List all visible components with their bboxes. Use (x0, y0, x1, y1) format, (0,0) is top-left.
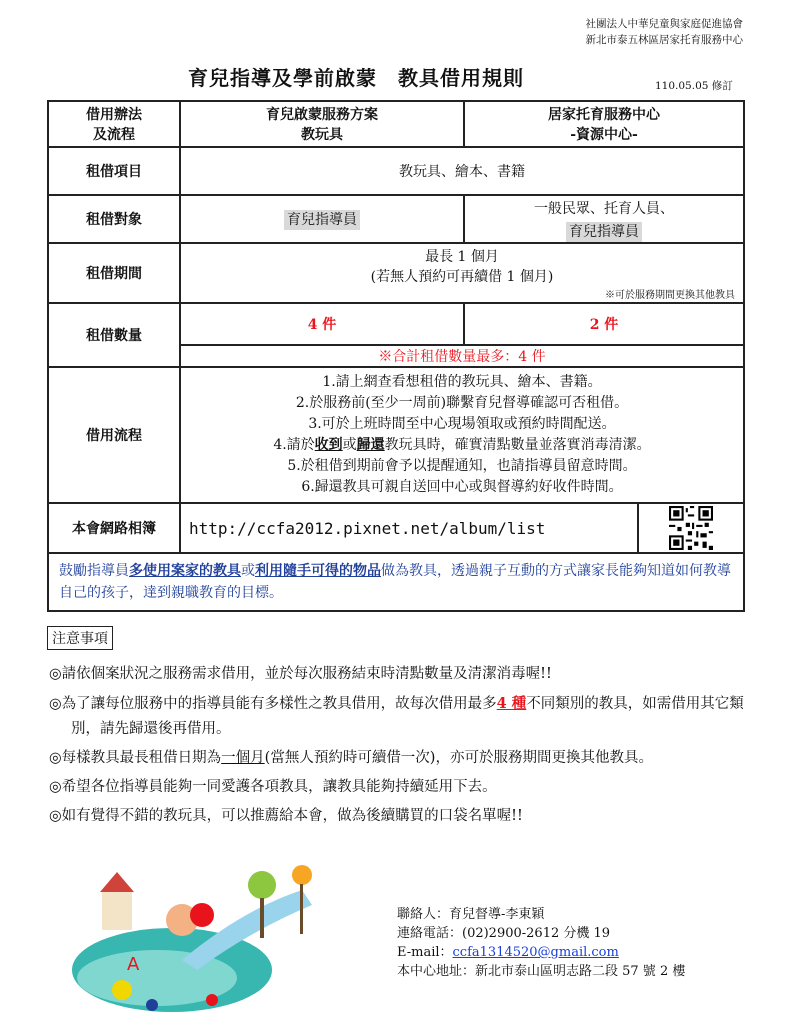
contact-phone: 連絡電話：(02)2900-2612 分機 19 (397, 926, 611, 941)
notice-item: ◎請依個案狀況之服務需求借用，並於每次服務結束時清點數量及清潔消毒喔!! (49, 666, 552, 682)
notice-3-duration: 一個月 (221, 750, 265, 766)
period-label: 租借期間 (48, 243, 180, 303)
target-label: 租借對象 (48, 195, 180, 243)
table-row (48, 101, 744, 147)
notice-2-count: 4 種 (496, 695, 527, 712)
notice-item: ◎如有覺得不錯的教玩具，可以推薦給本會，做為後續購買的口袋名單喔!! (49, 808, 523, 824)
flow-steps (180, 367, 744, 503)
flow-4-or: 或 (342, 437, 357, 453)
method-label-line1: 借用辦法 (86, 107, 142, 123)
column-header-a (180, 101, 464, 147)
flow-step: 1.請上網查看想租借的教玩具、繪本、書籍。 (322, 374, 602, 390)
table-row (48, 367, 744, 503)
method-label-cell (48, 101, 180, 147)
flow-4-pre: 4.請於 (273, 437, 315, 453)
org-center: 新北市泰五林區居家托育服務中心 (585, 34, 743, 46)
notice-3-pre: ◎每樣教具最長租借日期為 (49, 750, 222, 766)
period-line2: (若無人預約可再續借 1 個月) (370, 268, 554, 285)
table-row (48, 303, 744, 345)
table-row (48, 147, 744, 195)
flow-step: 5.於租借到期前會予以提醒通知，也請指導員留意時間。 (287, 458, 637, 474)
column-header-b (464, 101, 744, 147)
qty-a: 4 件 (180, 303, 464, 345)
album-link[interactable]: http://ccfa2012.pixnet.net/album/list (189, 518, 546, 538)
rules-table (47, 100, 745, 612)
organization-header (586, 16, 744, 48)
qr-cell (637, 504, 743, 552)
target-a-cell (180, 195, 464, 243)
email-link[interactable]: ccfa1314520@gmail.com (452, 945, 619, 960)
notice-3-post: (當無人預約時可續借一次)，亦可於服務期間更換其他教具。 (264, 750, 653, 766)
period-note: ※可於服務期間更換其他教具 (605, 289, 735, 301)
flow-step: 2.於服務前(至少一周前)聯繫育兒督導確認可否租借。 (295, 395, 629, 411)
contact-email-row (397, 943, 685, 962)
qty-b: 2 件 (464, 303, 744, 345)
org-name: 社團法人中華兒童與家庭促進協會 (585, 18, 743, 30)
album-label: 本會網路相簿 (48, 503, 180, 553)
contact-person: 聯絡人：育兒督導-李東穎 (397, 907, 545, 922)
col-a-line1: 育兒啟蒙服務方案 (266, 107, 378, 123)
notice-2-post: 不同類別的教具，如需借用其它類別，請先歸還後再借用。 (71, 696, 744, 737)
contact-info (397, 905, 685, 981)
notice-item (49, 691, 749, 742)
contact-address: 本中心地址：新北市泰山區明志路二段 57 號 2 樓 (397, 964, 686, 979)
items-value: 教玩具、繪本、書籍 (180, 147, 744, 195)
flow-label: 借用流程 (48, 367, 180, 503)
target-b-cell (464, 195, 744, 243)
encouragement-text (48, 553, 744, 611)
table-row (48, 243, 744, 303)
notice-heading: 注意事項 (47, 626, 113, 650)
col-b-line1: 居家托育服務中心 (548, 107, 660, 123)
notice-list (49, 662, 749, 833)
enc-part: 做為教具，透過親子互動的方式讓家長能夠知道如何教導自己的孩子，達到親職教育的目標。 (59, 563, 731, 601)
children-illustration (62, 850, 352, 1020)
enc-emphasis-1: 多使用案家的教具 (129, 563, 241, 579)
flow-step: 3.可於上班時間至中心現場領取或預約時間配送。 (308, 416, 616, 432)
target-b-line2: 育兒指導員 (566, 222, 642, 242)
period-cell (180, 243, 744, 303)
flow-step: 6.歸還教具可親自送回中心或與督導約好收件時間。 (301, 479, 623, 495)
qr-code-icon (669, 506, 713, 550)
flow-4-receive: 收到 (314, 437, 343, 453)
revision-date: 110.05.05 修訂 (655, 80, 733, 92)
table-row (48, 503, 744, 553)
email-label: E-mail： (397, 945, 453, 960)
notice-item: ◎希望各位指導員能夠一同愛護各項教具，讓教具能夠持續延用下去。 (49, 779, 497, 795)
flow-4-post: 教玩具時，確實清點數量並落實消毒清潔。 (384, 437, 651, 453)
target-a: 育兒指導員 (284, 210, 360, 230)
notice-item (49, 746, 749, 771)
page-title: 育兒指導及學前啟蒙 教具借用規則 (188, 66, 524, 90)
qty-label: 租借數量 (48, 303, 180, 367)
album-cell (180, 503, 744, 553)
flow-4-return: 歸還 (356, 437, 385, 453)
period-line1: 最長 1 個月 (425, 248, 499, 265)
col-a-line2: 教玩具 (301, 127, 343, 143)
svg-text:A: A (127, 954, 140, 975)
flow-step (181, 435, 743, 456)
table-row (48, 195, 744, 243)
table-row (48, 553, 744, 611)
enc-emphasis-2: 利用隨手可得的物品 (255, 563, 381, 579)
enc-part: 或 (241, 563, 255, 579)
qty-note: ※合計租借數量最多：4 件 (180, 345, 744, 367)
target-b-line1: 一般民眾、托育人員、 (534, 200, 674, 217)
col-b-line2: -資源中心- (570, 127, 638, 143)
items-label: 租借項目 (48, 147, 180, 195)
notice-2-pre: ◎為了讓每位服務中的指導員能有多樣性之教具借用，故每次借用最多 (49, 696, 497, 712)
method-label-line2: 及流程 (93, 127, 135, 143)
enc-part: 鼓勵指導員 (59, 563, 129, 579)
